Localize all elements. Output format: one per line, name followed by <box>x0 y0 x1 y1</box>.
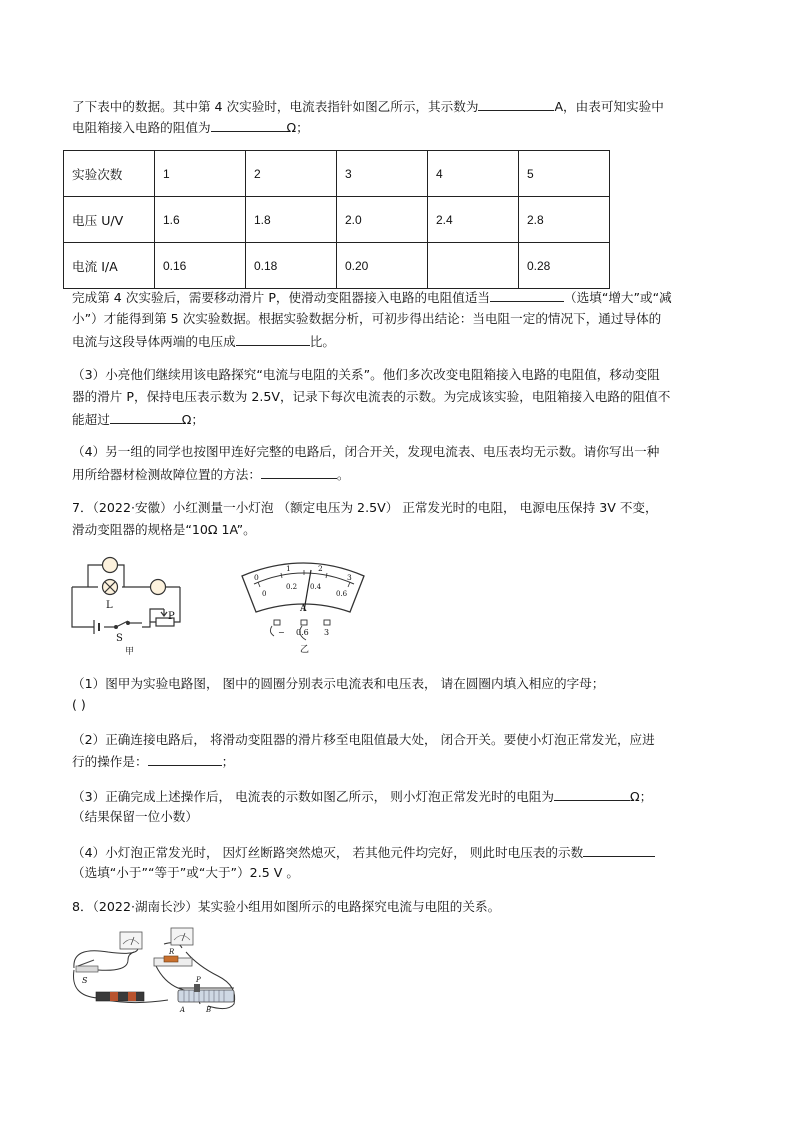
tick-outer: 1 <box>286 564 291 573</box>
q7-s2-text-a: 行的操作是： <box>72 754 148 769</box>
label-lamp: L <box>106 600 113 611</box>
q6-p3-line1: （3）小亮他们继续用该电路探究“电流与电阻的关系”。他们多次改变电阻箱接入电路的电阻值，移动变阻 <box>72 367 660 382</box>
q6-after3-text-a: 电流与这段导体两端的电压成 <box>72 334 236 349</box>
answer-blank-voltmeter[interactable] <box>583 843 655 857</box>
tick-inner: 0.4 <box>310 583 322 591</box>
q8-title: 8．（2022·湖南长沙）某实验小组用如图所示的电路探究电流与电阻的关系。 <box>72 899 501 914</box>
tick-inner: 0.6 <box>336 590 348 598</box>
table-cell: 2.4 <box>428 197 519 243</box>
q6-line2-text-b: Ω； <box>286 120 309 135</box>
table-cell: 实验次数 <box>64 151 155 197</box>
table-row-header <box>64 151 610 197</box>
q7-s4-line2: （选填“小于”“等于”或“大于”）2.5 V 。 <box>72 865 299 880</box>
tick-outer: 3 <box>347 573 352 582</box>
q6-p4-line1: （4）另一组的同学也按图甲连好完整的电路后，闭合开关，发现电流表、电压表均无示数。请你写出一种 <box>72 444 660 459</box>
answer-blank-change[interactable] <box>490 288 564 302</box>
label-slider-p: P <box>196 976 201 984</box>
answer-blank-resistance[interactable] <box>211 118 287 132</box>
table-cell: 5 <box>519 151 610 197</box>
data-table <box>63 150 610 289</box>
q6-p4-line2 <box>72 465 350 484</box>
table-cell: 0.16 <box>155 243 246 289</box>
terminal-label: − <box>278 628 285 637</box>
table-cell-empty[interactable] <box>428 243 519 289</box>
q7-title-line2: 滑动变阻器的规格是“10Ω 1A”。 <box>72 522 256 537</box>
q7-s3-line1 <box>72 787 652 806</box>
answer-blank-operation[interactable] <box>148 752 222 766</box>
answer-blank-method[interactable] <box>261 465 337 479</box>
q6-p3-text-a: 能超过 <box>72 412 110 427</box>
q6-p3-line3 <box>72 410 204 429</box>
q6-line2 <box>72 118 309 137</box>
table-cell: 2.0 <box>337 197 428 243</box>
q7-s3-line2: （结果保留一位小数） <box>72 809 198 824</box>
answer-blank-current[interactable] <box>478 97 554 111</box>
caption-yi: 乙 <box>300 645 310 655</box>
label-switch-s: S <box>82 976 88 985</box>
tick-inner: 0 <box>262 590 267 598</box>
answer-blank-max-resistance[interactable] <box>110 410 182 424</box>
dial-unit: A <box>300 604 307 614</box>
q7-s3-text-b: Ω； <box>630 789 653 804</box>
table-cell: 4 <box>428 151 519 197</box>
q6-p4-text-b: 。 <box>336 467 350 482</box>
q7-s1-line2[interactable]: ( ) <box>72 697 86 712</box>
q6-after1 <box>72 288 672 307</box>
table-row-voltage <box>64 197 610 243</box>
table-cell: 0.20 <box>337 243 428 289</box>
rheostat-slider-icon <box>194 984 200 992</box>
q6-line1-text-a: 了下表中的数据。其中第 4 次实验时，电流表指针如图乙所示，其示数为 <box>72 99 479 114</box>
tick-outer: 0 <box>254 573 259 582</box>
answer-blank-lamp-resistance[interactable] <box>554 787 630 801</box>
q6-after2: 小”）才能得到第 5 次实验数据。根据实验数据分析，可初步得出结论：当电阻一定的情况下，通过导体的 <box>72 311 662 326</box>
rheostat-icon <box>178 990 234 1002</box>
table-cell: 1.8 <box>246 197 337 243</box>
answer-blank-proportion[interactable] <box>236 332 310 346</box>
ammeter-dial-yi <box>238 556 368 661</box>
table-cell: 1.6 <box>155 197 246 243</box>
circuit-diagram-jia <box>64 547 194 657</box>
q8-circuit-figure <box>68 926 248 1014</box>
label-terminal-a: A <box>180 1006 186 1014</box>
terminal-label: 3 <box>324 628 330 637</box>
meter-circle-right[interactable] <box>151 580 166 595</box>
table-cell: 0.28 <box>519 243 610 289</box>
q6-after1-text-b: （选填“增大”或“减 <box>564 290 672 305</box>
caption-jia: 甲 <box>125 647 135 657</box>
q6-after1-text-a: 完成第 4 次实验后，需要移动滑片 P，使滑动变阻器接入电路的电阻值适当 <box>72 290 491 305</box>
q6-line1-text-b: A，由表可知实验中 <box>554 99 664 114</box>
table-cell: 电流 I/A <box>64 243 155 289</box>
q7-s2-line2 <box>72 752 234 771</box>
q6-line2-text-a: 电阻箱接入电路的阻值为 <box>72 120 211 135</box>
tick-outer: 2 <box>318 564 323 573</box>
ammeter-icon <box>120 932 142 949</box>
battery-icon <box>96 992 144 1001</box>
resistor-icon <box>164 956 178 962</box>
meter-circle-top[interactable] <box>103 558 118 573</box>
switch-base-icon <box>76 966 98 972</box>
table-cell: 0.18 <box>246 243 337 289</box>
table-cell: 2 <box>246 151 337 197</box>
terminal-label: 0.6 <box>296 628 309 637</box>
q6-p3-text-b: Ω； <box>181 412 204 427</box>
q7-s1-line1: （1）图甲为实验电路图， 图中的圆圈分别表示电流表和电压表， 请在圆圈内填入相应的字母； <box>72 676 605 691</box>
tick-inner: 0.2 <box>286 583 298 591</box>
table-cell: 3 <box>337 151 428 197</box>
q7-s3-text-a: （3）正确完成上述操作后， 电流表的示数如图乙所示， 则小灯泡正常发光时的电阻为 <box>72 789 554 804</box>
label-resistor-r: R <box>169 948 175 956</box>
label-slider: P <box>168 611 175 622</box>
table-cell: 电压 U/V <box>64 197 155 243</box>
label-terminal-b: B <box>206 1006 212 1014</box>
table-cell: 1 <box>155 151 246 197</box>
table-row-current <box>64 243 610 289</box>
q6-line1 <box>72 97 664 116</box>
label-switch: S <box>116 633 123 644</box>
q7-s2-text-b: ； <box>221 754 235 769</box>
q7-s2-line1: （2）正确连接电路后， 将滑动变阻器的滑片移至电阻值最大处， 闭合开关。要使小灯泡正常发光，应进 <box>72 732 655 747</box>
q6-p3-line2: 器的滑片 P，保持电压表示数为 2.5V，记录下每次电流表的示数。为完成该实验，电阻箱接入电路的阻值不 <box>72 389 671 404</box>
voltmeter-icon <box>171 928 193 945</box>
q7-title-line1: 7．（2022·安徽）小红测量一小灯泡 （额定电压为 2.5V） 正常发光时的电阻， 电源电压保持 3V 不变， <box>72 500 658 515</box>
table-cell: 2.8 <box>519 197 610 243</box>
q7-s4-text: （4）小灯泡正常发光时， 因灯丝断路突然熄灭， 若其他元件均完好， 则此时电压表的示数 <box>72 845 584 860</box>
q6-after3-text-b: 比。 <box>309 334 335 349</box>
q6-p4-text-a: 用所给器材检测故障位置的方法： <box>72 467 261 482</box>
q7-s4-line1 <box>72 843 655 862</box>
q6-after3 <box>72 332 335 351</box>
